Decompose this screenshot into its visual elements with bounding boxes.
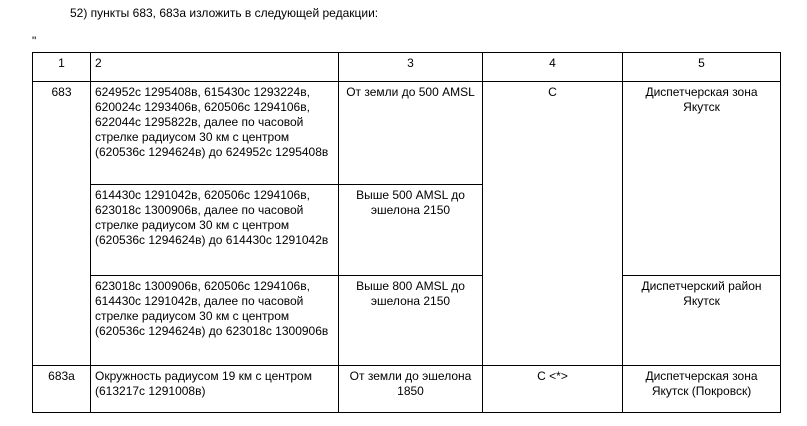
control-area-cell: Диспетчерский район Якутск [623,276,781,366]
coordinates-cell: 614430с 1291042в, 620506с 1294106в, 623018с 1300906в, далее по часовой стрелке радиусом 30 км с центром (620536с 1294624в) до 614430с 1291042в [91,185,339,276]
altitude-cell: Выше 500 AMSL до эшелона 2150 [339,185,483,276]
table-row [33,276,781,366]
point-number-cell: 683 [33,82,91,366]
point-number-cell: 683а [33,366,91,413]
airspace-table [32,52,781,413]
control-zone-cell: Диспетчерская зона Якутск (Покровск) [623,366,781,413]
airspace-class-cell: С <*> [483,366,623,413]
header-col-2: 2 [91,53,339,82]
control-zone-cell: Диспетчерская зона Якутск [623,82,781,276]
airspace-class-cell: С [483,82,623,366]
table-row [33,82,781,185]
coordinates-cell: 623018с 1300906в, 620506с 1294106в, 614430с 1291042в, далее по часовой стрелке радиусом 30 км с центром (620536с 1294624в) до 623018с 1300906в [91,276,339,366]
header-col-4: 4 [483,53,623,82]
table-row [33,366,781,413]
altitude-cell: От земли до 500 AMSL [339,82,483,185]
coordinates-cell: Окружность радиусом 19 км с центром (613217с 1291008в) [91,366,339,413]
altitude-cell: Выше 800 AMSL до эшелона 2150 [339,276,483,366]
intro-text: 52) пункты 683, 683а изложить в следующей редакции: [70,6,379,20]
header-col-3: 3 [339,53,483,82]
table-header-row [33,53,781,82]
header-col-1: 1 [33,53,91,82]
opening-quote-mark: " [32,34,37,48]
header-col-5: 5 [623,53,781,82]
coordinates-cell: 624952с 1295408в, 615430с 1293224в, 620024с 1293406в, 620506с 1294106в, 622044с 1295822в, далее по часовой стрелке радиусом 30 км с центром (620536с 1294624в) до 624952с 1295408в [91,82,339,185]
altitude-cell: От земли до эшелона 1850 [339,366,483,413]
